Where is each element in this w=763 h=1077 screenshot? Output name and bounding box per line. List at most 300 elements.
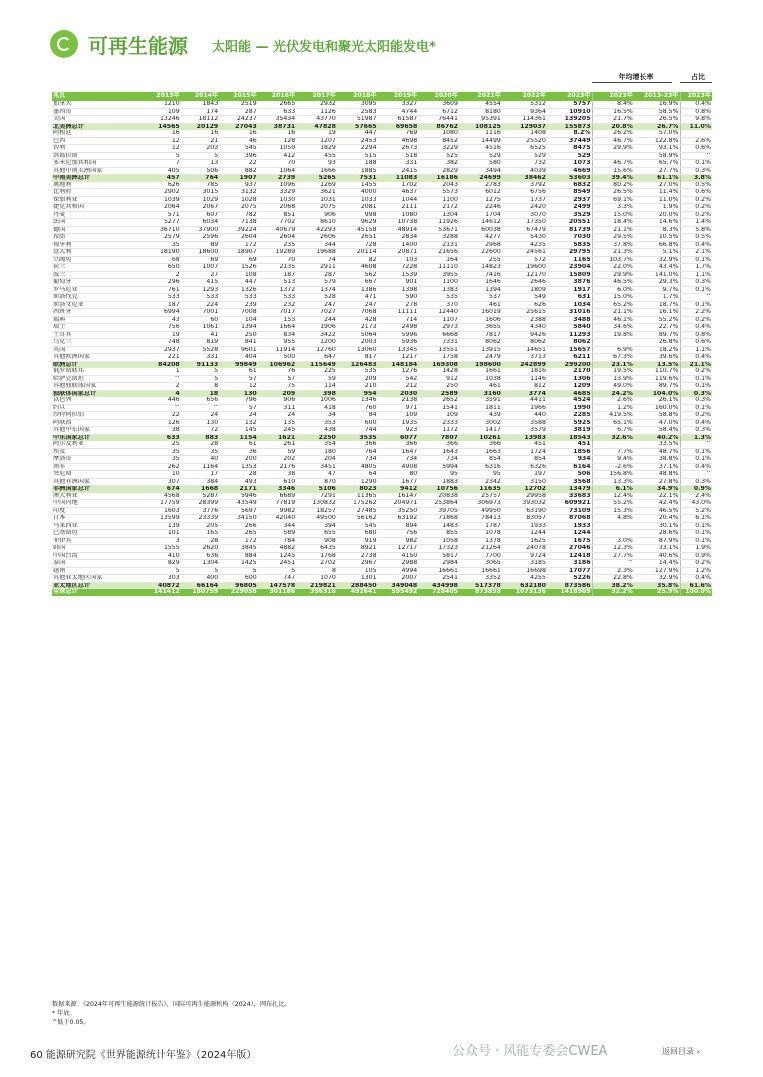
table-cell: 1.1% xyxy=(680,346,712,354)
table-cell: 89.7% xyxy=(634,331,680,339)
table-cell: 854 xyxy=(459,456,502,464)
table-cell: 1276 xyxy=(378,368,419,375)
table-cell: 5946 xyxy=(219,493,258,500)
table-cell: 1625 xyxy=(502,537,547,545)
table-row xyxy=(52,108,712,116)
table-row xyxy=(52,404,712,412)
table-cell: 2075 xyxy=(296,204,337,212)
table-cell: 29.3% xyxy=(634,279,680,287)
table-cell: 438 xyxy=(296,427,337,435)
table-cell: 1809 xyxy=(502,286,547,294)
table-cell: 61 xyxy=(219,368,258,375)
table-cell: 2902 xyxy=(142,189,181,197)
table-cell: 492641 xyxy=(337,589,378,596)
table-cell: 35 xyxy=(142,448,181,456)
table-cell: 384 xyxy=(181,478,220,486)
row-label: 埃及 xyxy=(52,448,142,456)
table-cell: 1555 xyxy=(142,545,181,553)
table-cell: 18.4% xyxy=(592,219,634,227)
table-cell: 8475 xyxy=(547,145,592,153)
column-header: 2023年 xyxy=(680,92,712,101)
table-cell: 1428 xyxy=(418,368,459,375)
table-cell: 278 xyxy=(378,301,419,309)
table-cell: 200 xyxy=(219,456,258,464)
table-cell: 607 xyxy=(181,211,220,219)
table-cell: 40 xyxy=(181,456,220,464)
table-cell: 41 xyxy=(181,331,220,339)
table-cell: 24.2% xyxy=(592,390,634,397)
table-cell: 7 xyxy=(142,160,181,168)
table-cell: 537 xyxy=(459,294,502,302)
table-cell: 35 xyxy=(142,456,181,464)
table-cell: 1353 xyxy=(219,463,258,471)
table-cell: 0.1% xyxy=(680,301,712,309)
table-cell: 19.5% xyxy=(592,368,634,375)
table-cell: 28.6% xyxy=(634,530,680,538)
table-cell: 1164 xyxy=(181,463,220,471)
table-cell: 84208 xyxy=(142,361,181,368)
row-label: 摩洛哥 xyxy=(52,456,142,464)
row-label: 欧洲总计 xyxy=(52,361,142,368)
row-label: 亚太地区总计 xyxy=(52,582,142,589)
table-cell: 5277 xyxy=(142,219,181,227)
table-cell: 57 xyxy=(219,404,258,412)
table-cell: 525 xyxy=(418,152,459,160)
table-cell: 28 xyxy=(181,441,220,448)
table-cell: 744 xyxy=(337,427,378,435)
table-cell: 6994 xyxy=(142,309,181,317)
table-cell: 114 xyxy=(296,383,337,391)
table-cell: 24699 xyxy=(459,175,502,182)
table-cell: 69658 xyxy=(378,123,419,130)
row-label: 中国内地 xyxy=(52,500,142,508)
table-cell: 4 xyxy=(142,390,181,397)
table-cell: 16698 xyxy=(502,567,547,575)
table-cell: 99849 xyxy=(219,361,258,368)
table-row xyxy=(52,346,712,354)
table-cell: 106962 xyxy=(258,361,297,368)
row-label: 越南 xyxy=(52,567,142,575)
table-cell: 21656 xyxy=(418,249,459,257)
table-cell: 27.0% xyxy=(634,182,680,189)
table-cell: 545 xyxy=(337,522,378,530)
table-cell: 58.5% xyxy=(634,108,680,116)
row-label: 日本 xyxy=(52,515,142,523)
table-cell: ^ xyxy=(592,560,634,568)
table-row xyxy=(52,427,712,435)
table-cell: 3776 xyxy=(181,507,220,515)
table-cell: 9426 xyxy=(502,331,547,339)
table-cell: 139205 xyxy=(547,116,592,124)
table-cell: 16 xyxy=(258,130,297,137)
row-label: 比利时 xyxy=(52,189,142,197)
row-label: 波兰 xyxy=(52,271,142,279)
table-cell: 829 xyxy=(142,560,181,568)
table-cell: 2043 xyxy=(418,182,459,189)
row-label: 中南美洲总计 xyxy=(52,175,142,182)
table-cell: 455 xyxy=(296,152,337,160)
world-total-row xyxy=(52,589,712,596)
table-cell: 1526 xyxy=(219,264,258,272)
table-cell: 10261 xyxy=(459,434,502,441)
table-cell: 2453 xyxy=(337,137,378,145)
table-cell: 2541 xyxy=(418,575,459,583)
table-cell: 3451 xyxy=(296,463,337,471)
table-cell: 2519 xyxy=(219,101,258,108)
table-cell: 47.0% xyxy=(634,419,680,427)
table-cell: 0.3% xyxy=(680,427,712,435)
row-label: 俄罗斯联邦 xyxy=(52,368,142,375)
table-cell: 25.9% xyxy=(634,589,680,596)
table-cell: 38 xyxy=(142,427,181,435)
table-body xyxy=(52,101,712,596)
table-cell: 912 xyxy=(418,375,459,383)
table-cell: 18190 xyxy=(142,249,181,257)
table-cell: 1455 xyxy=(337,182,378,189)
table-cell: 3774 xyxy=(502,390,547,397)
table-cell: 2.4% xyxy=(680,493,712,500)
table-cell: 8921 xyxy=(337,545,378,553)
table-cell: 46 xyxy=(219,137,258,145)
table-cell: 27043 xyxy=(219,123,258,130)
table-cell: 1304 xyxy=(418,211,459,219)
table-cell: 1275 xyxy=(459,196,502,204)
table-cell: 61 xyxy=(219,441,258,448)
back-link-label: 返回目录 xyxy=(662,1047,694,1056)
table-row xyxy=(52,152,712,160)
table-cell: 84 xyxy=(337,412,378,420)
table-cell: 1244 xyxy=(547,530,592,538)
table-cell: 3329 xyxy=(258,189,297,197)
table-row xyxy=(52,256,712,264)
table-cell: 1646 xyxy=(459,279,502,287)
table-cell: 405 xyxy=(142,167,181,175)
table-cell: 42.4% xyxy=(634,500,680,508)
table-cell: 0.6% xyxy=(680,189,712,197)
table-cell: 655 xyxy=(296,530,337,538)
table-cell: 0.2% xyxy=(680,412,712,420)
table-cell: 1647 xyxy=(378,448,419,456)
table-cell: 344 xyxy=(258,522,297,530)
table-cell: 2783 xyxy=(459,182,502,189)
row-label: 泰国 xyxy=(52,560,142,568)
column-group-header xyxy=(52,70,712,84)
table-row xyxy=(52,339,712,347)
table-cell: 2665 xyxy=(258,101,297,108)
source-note: 数据来源：《2024年可再生能源统计报告》，国际可再生能源机构（2024），网布扎比。 xyxy=(52,1001,291,1008)
row-label: 其他独联体国家 xyxy=(52,383,142,391)
table-cell: 16147 xyxy=(378,493,419,500)
table-cell: 0.3% xyxy=(680,279,712,287)
table-cell: 28 xyxy=(181,537,220,545)
table-cell: 0.2% xyxy=(680,368,712,375)
table-cell: 21.1% xyxy=(592,309,634,317)
table-cell: 0.1% xyxy=(680,160,712,168)
table-cell: 1165 xyxy=(547,256,592,264)
table-cell: 883 xyxy=(181,434,220,441)
table-cell: 126 xyxy=(142,419,181,427)
table-cell: 447 xyxy=(219,279,258,287)
table-cell: 518 xyxy=(378,152,419,160)
row-label: 澳大利亚 xyxy=(52,493,142,500)
table-cell: ^ xyxy=(680,441,712,448)
table-cell: 2.3% xyxy=(592,567,634,575)
table-cell: 26.7% xyxy=(634,123,680,130)
table-cell: 35.8% xyxy=(634,582,680,589)
table-row xyxy=(52,286,712,294)
table-cell: 60038 xyxy=(459,226,502,234)
row-label: 洪都拉斯 xyxy=(52,152,142,160)
table-cell: 135 xyxy=(258,419,297,427)
table-cell: 55.2% xyxy=(592,500,634,508)
table-cell: 57665 xyxy=(337,123,378,130)
table-cell: 1031 xyxy=(296,196,337,204)
table-cell: 4340 xyxy=(502,324,547,332)
table-row xyxy=(52,309,712,317)
table-cell: 1039 xyxy=(142,196,181,204)
table-cell: 513 xyxy=(258,279,297,287)
table-cell: 187 xyxy=(258,271,297,279)
table-cell: 851 xyxy=(258,211,297,219)
table-cell: 7228 xyxy=(378,264,419,272)
row-label: 独联体国家总计 xyxy=(52,390,142,397)
table-cell: 221 xyxy=(142,354,181,362)
table-cell: 4685 xyxy=(547,390,592,397)
table-cell: 4000 xyxy=(337,189,378,197)
table-cell: 16661 xyxy=(418,567,459,575)
table-cell: 30.1% xyxy=(634,522,680,530)
table-cell: 9364 xyxy=(502,108,547,116)
table-cell: 2984 xyxy=(418,560,459,568)
table-cell: 0.9% xyxy=(680,552,712,560)
table-cell: 3 xyxy=(142,537,181,545)
table-cell: 908 xyxy=(296,537,337,545)
table-cell: 1643 xyxy=(418,448,459,456)
table-row xyxy=(52,211,712,219)
table-cell: 1116 xyxy=(459,130,502,137)
table-cell: 854 xyxy=(502,456,547,464)
table-cell: 1702 xyxy=(378,182,419,189)
table-cell xyxy=(592,522,634,530)
table-cell: 4235 xyxy=(502,241,547,249)
table-cell: 331 xyxy=(181,354,220,362)
table-cell: 626 xyxy=(502,301,547,309)
table-cell: 9601 xyxy=(219,346,258,354)
table-cell: 0.3% xyxy=(680,167,712,175)
table-cell: 100.0% xyxy=(680,589,712,596)
table-cell: 1425 xyxy=(219,560,258,568)
table-cell: 0.4% xyxy=(680,241,712,249)
table-cell: 1394 xyxy=(219,324,258,332)
table-row xyxy=(52,219,712,227)
table-cell: 26.5% xyxy=(592,189,634,197)
table-cell: 2333 xyxy=(418,419,459,427)
table-cell: 27.7% xyxy=(592,552,634,560)
table-cell: 0.2% xyxy=(680,204,712,212)
table-cell: 529 xyxy=(547,152,592,160)
table-cell: 219821 xyxy=(296,582,337,589)
table-row xyxy=(52,241,712,249)
table-cell: 0.2% xyxy=(680,316,712,324)
table-cell: 5.8% xyxy=(680,226,712,234)
table-cell: 5925 xyxy=(547,419,592,427)
table-cell: 1034 xyxy=(547,301,592,309)
table-cell: 545 xyxy=(219,145,258,153)
table-cell: 8 xyxy=(296,567,337,575)
table-cell: 3529 xyxy=(547,211,592,219)
table-cell: 2499 xyxy=(547,204,592,212)
table-cell: 8023 xyxy=(337,486,378,493)
table-cell: 529 xyxy=(502,152,547,160)
table-cell: 6012 xyxy=(459,189,502,197)
table-cell: 10 xyxy=(142,471,181,479)
table-cell: 27 xyxy=(181,271,220,279)
table-cell: 667 xyxy=(337,279,378,287)
table-row xyxy=(52,196,712,204)
table-cell: 0.1% xyxy=(680,456,712,464)
table-cell: 14612 xyxy=(459,219,502,227)
table-cell: 8.4% xyxy=(592,101,634,108)
table-cell: 0.3% xyxy=(680,397,712,404)
table-cell: 13060 xyxy=(337,346,378,354)
table-cell: 1737 xyxy=(502,196,547,204)
table-cell: 728 xyxy=(337,241,378,249)
back-to-contents-link[interactable] xyxy=(662,1046,700,1057)
table-row xyxy=(52,545,712,553)
table-cell: 493 xyxy=(219,478,258,486)
table-cell: 2652 xyxy=(418,397,459,404)
table-cell: 1883 xyxy=(418,478,459,486)
table-row xyxy=(52,167,712,175)
table-cell: 817 xyxy=(337,354,378,362)
row-label: 希腊 xyxy=(52,234,142,242)
table-cell: 3713 xyxy=(502,354,547,362)
table-cell: 165 xyxy=(181,530,220,538)
table-cell: 20.0% xyxy=(634,211,680,219)
table-cell: ^ xyxy=(181,404,220,412)
table-cell: 1787 xyxy=(459,522,502,530)
table-cell: 180 xyxy=(296,448,337,456)
table-cell: 1661 xyxy=(459,368,502,375)
table-cell: 6668 xyxy=(418,331,459,339)
table-cell: 5994 xyxy=(418,463,459,471)
table-cell: 2176 xyxy=(258,463,297,471)
table-cell: 8062 xyxy=(547,339,592,347)
table-cell: 1126 xyxy=(296,108,337,116)
table-cell: 3186 xyxy=(547,560,592,568)
row-label: 非洲国家总计 xyxy=(52,486,142,493)
table-cell: 580 xyxy=(459,160,502,168)
table-cell: 65.2% xyxy=(592,301,634,309)
table-cell: 70 xyxy=(258,256,297,264)
table-cell: 656 xyxy=(181,397,220,404)
table-cell: 101 xyxy=(142,530,181,538)
table-cell: 9.8% xyxy=(680,116,712,124)
table-cell: 3288 xyxy=(418,234,459,242)
table-cell: 506 xyxy=(181,167,220,175)
table-cell: 20114 xyxy=(337,249,378,257)
table-cell: 38 xyxy=(258,471,297,479)
table-cell: 609921 xyxy=(547,500,592,508)
table-cell: 24 xyxy=(219,412,258,420)
table-cell: 311 xyxy=(258,404,297,412)
table-cell: 19600 xyxy=(502,264,547,272)
table-cell: 197 xyxy=(502,471,547,479)
table-row xyxy=(52,234,712,242)
table-cell: 3792 xyxy=(502,182,547,189)
table-cell: 8062 xyxy=(459,339,502,347)
share-group-rule xyxy=(680,82,712,83)
table-cell: 7027 xyxy=(296,309,337,317)
row-label: 斯洛文尼亚 xyxy=(52,301,142,309)
table-cell xyxy=(592,339,634,347)
table-cell: 7008 xyxy=(219,309,258,317)
table-cell: 69.1% xyxy=(592,196,634,204)
table-cell: 29958 xyxy=(502,493,547,500)
table-cell: 3568 xyxy=(547,478,592,486)
table-cell: 81739 xyxy=(547,226,592,234)
table-cell: 24 xyxy=(181,412,220,420)
table-cell: 9412 xyxy=(378,486,419,493)
table-cell: 1.1% xyxy=(680,271,712,279)
table-cell: 1906 xyxy=(296,324,337,332)
table-cell: 8180 xyxy=(459,108,502,116)
table-cell: 331 xyxy=(378,160,419,168)
table-cell: 2932 xyxy=(296,101,337,108)
table-cell: 819 xyxy=(181,339,220,347)
table-cell: 36710 xyxy=(142,226,181,234)
row-label: 保加利亚 xyxy=(52,196,142,204)
table-cell: 5 xyxy=(181,375,220,383)
table-cell: 38.2% xyxy=(592,582,634,589)
table-cell: 47828 xyxy=(296,123,337,130)
table-cell: 86762 xyxy=(418,123,459,130)
table-cell: 631 xyxy=(547,294,592,302)
table-cell: 1677 xyxy=(378,478,419,486)
table-cell: 1843 xyxy=(181,101,220,108)
table-cell: 20551 xyxy=(547,219,592,227)
table-cell: 954 xyxy=(337,390,378,397)
table-cell: 303 xyxy=(142,575,181,583)
table-cell: 2.6% xyxy=(680,137,712,145)
table-cell: 169308 xyxy=(418,361,459,368)
table-cell: 235 xyxy=(258,241,297,249)
row-label: 罗马尼亚 xyxy=(52,286,142,294)
table-cell: 14499 xyxy=(459,137,502,145)
table-cell: 1080 xyxy=(418,130,459,137)
table-cell: 1172 xyxy=(418,427,459,435)
table-cell: 7700 xyxy=(459,552,502,560)
table-cell: 2138 xyxy=(378,397,419,404)
table-cell: 1245 xyxy=(258,552,297,560)
table-cell: 108125 xyxy=(459,123,502,130)
table-cell: 562 xyxy=(337,271,378,279)
table-cell: 1907 xyxy=(219,175,258,182)
table-cell: 17759 xyxy=(142,500,181,508)
table-cell: 998 xyxy=(337,211,378,219)
table-cell: 542 xyxy=(378,375,419,383)
row-label: 马来西亚 xyxy=(52,522,142,530)
table-row xyxy=(52,301,712,309)
table-row xyxy=(52,515,712,523)
table-cell: 17323 xyxy=(418,545,459,553)
watermark: 公众号 · 风能专委会CWEA xyxy=(452,1044,608,1059)
table-cell: 76 xyxy=(258,368,297,375)
table-cell: 3819 xyxy=(547,427,592,435)
table-cell: 3655 xyxy=(459,324,502,332)
table-cell: 67.3% xyxy=(592,354,634,362)
table-cell: 1096 xyxy=(258,182,297,189)
